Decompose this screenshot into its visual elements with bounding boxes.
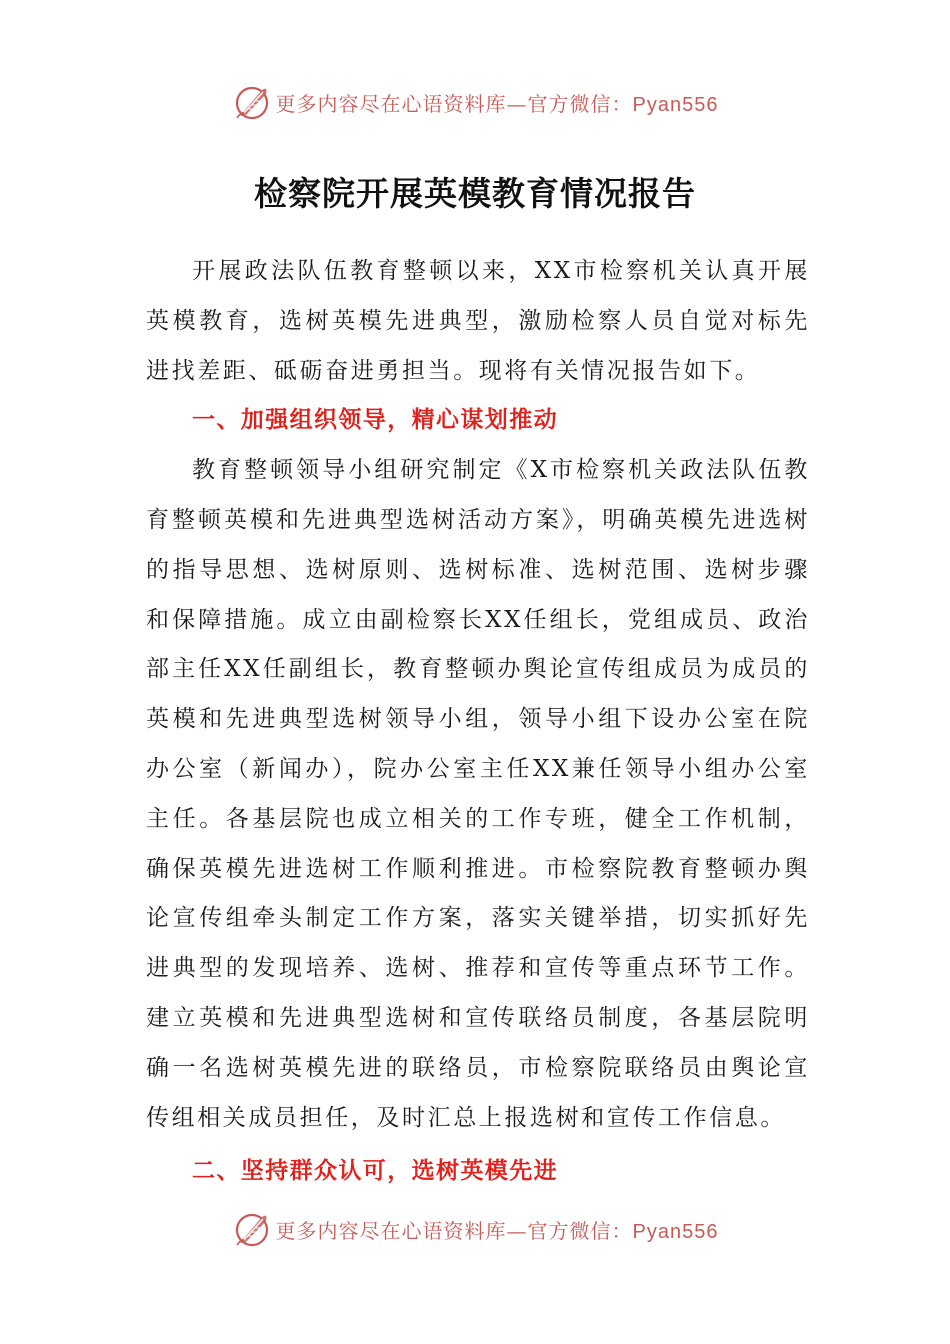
intro-paragraph: 开展政法队伍教育整顿以来，XX市检察机关认真开展英模教育，选树英模先进典型，激励检察人员自觉对标先进找差距、砥砺奋进勇担当。现将有关情况报告如下。	[146, 258, 810, 384]
watermark-wechat-id: Pyan556	[632, 1220, 719, 1243]
section-1-heading: 一、加强组织领导，精心谋划推动	[192, 407, 558, 434]
header-watermark-banner	[0, 80, 950, 124]
watermark-wechat-label: 官方微信：	[527, 91, 633, 116]
feather-pen-logo-icon	[232, 82, 272, 122]
section-1-paragraph: 教育整顿领导小组研究制定《X市检察机关政法队伍教育整顿英模和先进典型选树活动方案》，明确英模先进选树的指导思想、选树原则、选树标准、选树范围、选树步骤和保障措施。成立由副检察长XX任组长，党组成员、政治部主任XX任副组长，教育整顿办舆论宣传组成员为成员的英模和先进典型选树领导小组，领导小组下设办公室在院办公室（新闻办），院办公室主任XX兼任领导小组办公室主任。各基层院也成立相关的工作专班，健全工作机制，确保英模先进选树工作顺利推进。市检察院教育整顿办舆论宣传组牵头制定工作方案，落实关键举措，切实抓好先进典型的发现培养、选树、推荐和宣传等重点环节工作。建立英模和先进典型选树和宣传联络员制度，各基层院明确一名选树英模先进的联络员，市检察院联络员由舆论宣传组相关成员担任，及时汇总上报选树和宣传工作信息。	[146, 457, 810, 1131]
watermark-dash: —	[506, 91, 528, 116]
watermark-dash: —	[506, 1218, 528, 1243]
watermark-site-name: 更多内容尽在心语资料库	[275, 91, 507, 116]
watermark-wechat-id: Pyan556	[632, 93, 719, 116]
watermark-site-name: 更多内容尽在心语资料库	[275, 1218, 507, 1243]
document-title: 检察院开展英模教育情况报告	[254, 174, 696, 213]
watermark-text	[276, 88, 719, 117]
footer-watermark-banner	[0, 1207, 950, 1251]
section-2-heading: 二、坚持群众认可，选树英模先进	[192, 1158, 558, 1185]
document-body	[146, 247, 810, 1197]
watermark-wechat-label: 官方微信：	[527, 1218, 633, 1243]
feather-pen-logo-icon	[232, 1209, 272, 1249]
watermark-text	[276, 1215, 719, 1244]
